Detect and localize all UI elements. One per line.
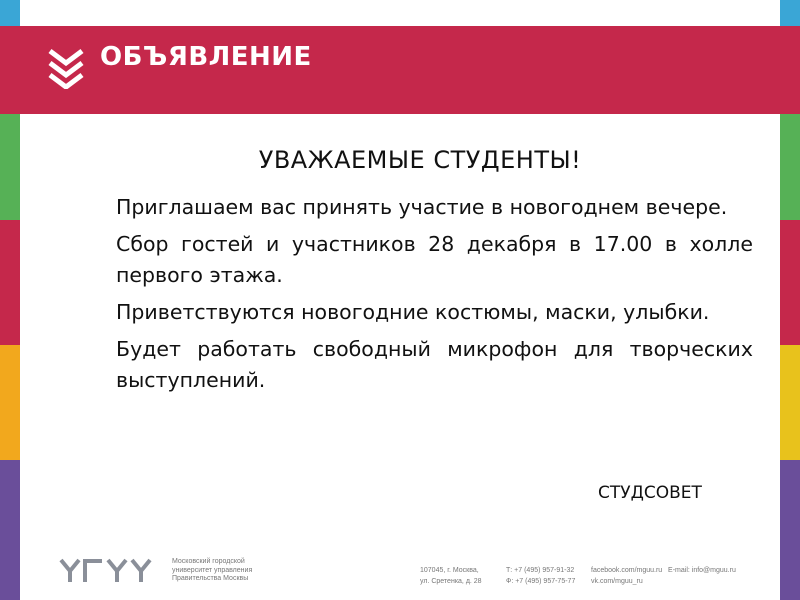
university-logo (58, 558, 166, 584)
edge-stripe (780, 220, 800, 345)
edge-stripe (0, 345, 20, 460)
edge-stripe (0, 110, 20, 220)
announcement-paragraph: Будет работать свободный микрофон для творческих выступлений. (116, 337, 753, 392)
address-line: ул. Сретенка, д. 28 (420, 578, 482, 585)
phone-line: Ф: +7 (495) 957-75-77 (506, 578, 576, 585)
email-link[interactable]: E-mail: info@mguu.ru (668, 567, 736, 574)
facebook-link[interactable]: facebook.com/mguu.ru (591, 567, 663, 574)
edge-stripe (780, 345, 800, 460)
edge-stripe (0, 220, 20, 345)
university-name (172, 558, 282, 584)
edge-stripe (780, 110, 800, 220)
footer-web (591, 565, 736, 587)
university-name-line: университет управления (172, 566, 253, 574)
university-name-line: Московский городской (172, 558, 245, 565)
phone-line: Т: +7 (495) 957-91-32 (506, 567, 575, 574)
footer-address (420, 565, 482, 587)
signature: СТУДСОВЕТ (598, 483, 702, 503)
banner-title: ОБЪЯВЛЕНИЕ (100, 42, 312, 72)
vk-link[interactable]: vk.com/mguu_ru (591, 578, 643, 585)
announcement-heading: УВАЖАЕМЫЕ СТУДЕНТЫ! (258, 146, 582, 174)
announcement-paragraph: Приветствуются новогодние костюмы, маски, улыбки. (116, 300, 710, 324)
announcement-paragraph: Приглашаем вас принять участие в новогоднем вечере. (116, 195, 728, 219)
chevrons-down-icon (46, 45, 86, 89)
university-name-line: Правительства Москвы (172, 575, 249, 582)
address-line: 107045, г. Москва, (420, 567, 479, 574)
footer-phones (506, 565, 575, 587)
announcement-paragraph: Сбор гостей и участников 28 декабря в 17.00 в холле первого этажа. (116, 232, 753, 287)
announcement-body (116, 192, 753, 402)
